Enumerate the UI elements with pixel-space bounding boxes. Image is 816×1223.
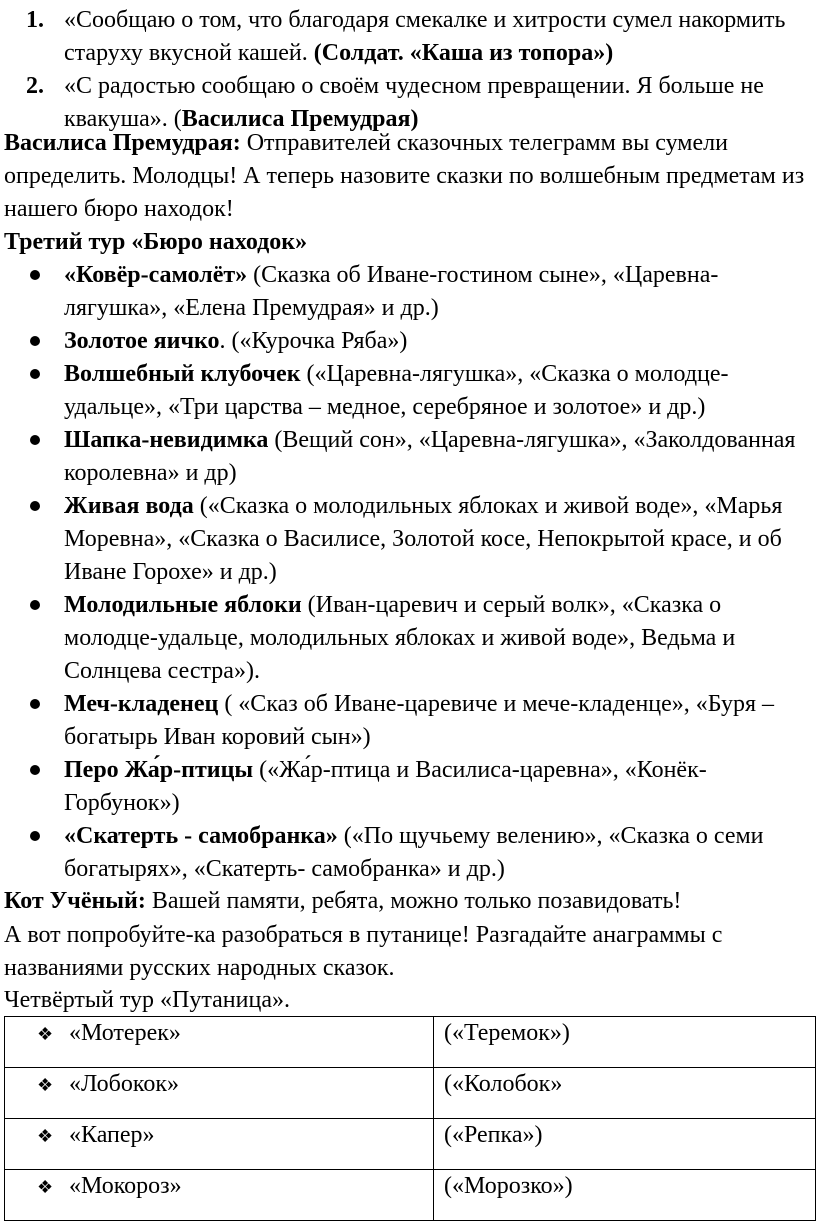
list-item (0, 688, 816, 754)
diamond-bullet-icon: ❖ (37, 1075, 54, 1095)
item-name: Меч-кладенец (64, 691, 219, 717)
bullet-dot-icon (30, 270, 40, 280)
telegram-answer: Василиса Премудрая) (181, 106, 419, 132)
list-item (0, 754, 816, 820)
telegram-answer: (Солдат. «Каша из топора») (313, 40, 614, 66)
cat-paragraph (4, 885, 812, 918)
item-desc: («По щучьему велению», «Сказка о семи богатырях», «Скатерть- самобранка» и др.) (64, 823, 764, 882)
vasilisa-paragraph (4, 127, 812, 226)
list-item (0, 589, 816, 688)
telegram-text: «С радостью сообщаю о своём чудесном превращении. Я больше не квакуша». ( (64, 73, 764, 132)
item-desc: (Сказка об Иване-гостином сыне», «Царевна-лягушка», «Елена Премудрая» и др.) (64, 262, 719, 321)
item-desc: (Иван-царевич и серый волк», «Сказка о молодце-удальце, молодильных яблоках и живой воде», Ведьма и Солнцева сестра»). (64, 592, 736, 684)
bullet-dot-icon (30, 765, 40, 775)
item-name: Перо Жа́р-птицы (64, 757, 254, 783)
list-item (0, 820, 816, 886)
item-name: Молодильные яблоки (64, 592, 302, 618)
speaker-name: Кот Учёный: (4, 888, 146, 914)
round3-title: Третий тур «Бюро находок» (4, 229, 308, 255)
anagram-cell (5, 1119, 434, 1170)
table-row (5, 1170, 816, 1221)
anagram-text: «Лобокок» (69, 1071, 179, 1097)
anagram-cell (5, 1017, 434, 1068)
list-item (0, 424, 816, 490)
anagram-text: «Мотерек» (69, 1020, 181, 1046)
answer-cell: («Теремок») (434, 1017, 816, 1068)
list-item (0, 490, 816, 589)
list-item (0, 325, 816, 358)
item-name: Шапка-невидимка (64, 427, 269, 453)
diamond-bullet-icon: ❖ (37, 1126, 54, 1146)
item-number: 1. (26, 7, 44, 33)
item-desc: ( «Сказ об Иване-царевиче и мече-кладенце», «Буря – богатырь Иван коровий сын») (64, 691, 775, 750)
bullet-dot-icon (30, 600, 40, 610)
anagram-text: «Капер» (69, 1122, 155, 1148)
table-row (5, 1068, 816, 1119)
item-desc: («Царевна-лягушка», «Сказка о молодце-удальце», «Три царства – медное, серебряное и золотое» и др.) (64, 361, 729, 420)
item-name: Живая вода (64, 493, 194, 519)
bullet-dot-icon (30, 435, 40, 445)
table-row (5, 1017, 816, 1068)
answer-cell: («Колобок» (434, 1068, 816, 1119)
item-desc: («Жа́р-птица и Василиса-царевна», «Конёк-Горбунок») (64, 757, 707, 816)
item-desc: («Сказка о молодильных яблоках и живой воде», «Марья Моревна», «Сказка о Василисе, Золотой косе, Непокрытой красе, и об Иване Горохе» и др.) (64, 493, 783, 585)
bullet-dot-icon (30, 501, 40, 511)
speech-text: Отправителей сказочных телеграмм вы сумели определить. Молодцы! А теперь назовите сказки по волшебным предметам из нашего бюро находок! (4, 130, 805, 222)
speech-text: Вашей памяти, ребята, можно только позавидовать! (145, 888, 682, 914)
item-desc: . («Курочка Ряба») (219, 328, 408, 354)
anagram-cell (5, 1170, 434, 1221)
anagram-text: «Мокороз» (69, 1173, 182, 1199)
list-item (0, 358, 816, 424)
item-name: «Ковёр-самолёт» (64, 262, 248, 288)
table-row (5, 1119, 816, 1170)
bullet-dot-icon (30, 831, 40, 841)
item-name: «Скатерть - самобранка» (64, 823, 338, 849)
telegram-item (0, 4, 816, 70)
anagram-cell (5, 1068, 434, 1119)
telegram-text: «Сообщаю о том, что благодаря смекалке и хитрости сумел накормить старуху вкусной кашей. (64, 7, 786, 66)
item-desc: (Вещий сон», «Царевна-лягушка», «Заколдованная королевна» и др) (64, 427, 796, 486)
anagram-intro: А вот попробуйте-ка разобраться в путанице! Разгадайте анаграммы с названиями русских народных сказок. (4, 922, 723, 981)
round4-title: Четвёртый тур «Путаница». (4, 987, 290, 1013)
item-number: 2. (26, 73, 44, 99)
speaker-name: Василиса Премудрая: (4, 130, 241, 156)
bullet-dot-icon (30, 369, 40, 379)
diamond-bullet-icon: ❖ (37, 1177, 54, 1197)
answer-cell: («Морозко») (434, 1170, 816, 1221)
diamond-bullet-icon: ❖ (37, 1024, 54, 1044)
item-name: Золотое яичко (64, 328, 220, 354)
list-item (0, 259, 816, 325)
bullet-dot-icon (30, 699, 40, 709)
item-name: Волшебный клубочек (64, 361, 301, 387)
magic-items-list (0, 259, 816, 886)
answer-cell: («Репка») (434, 1119, 816, 1170)
anagram-table (4, 1016, 816, 1221)
telegram-list (0, 4, 816, 136)
bullet-dot-icon (30, 336, 40, 346)
